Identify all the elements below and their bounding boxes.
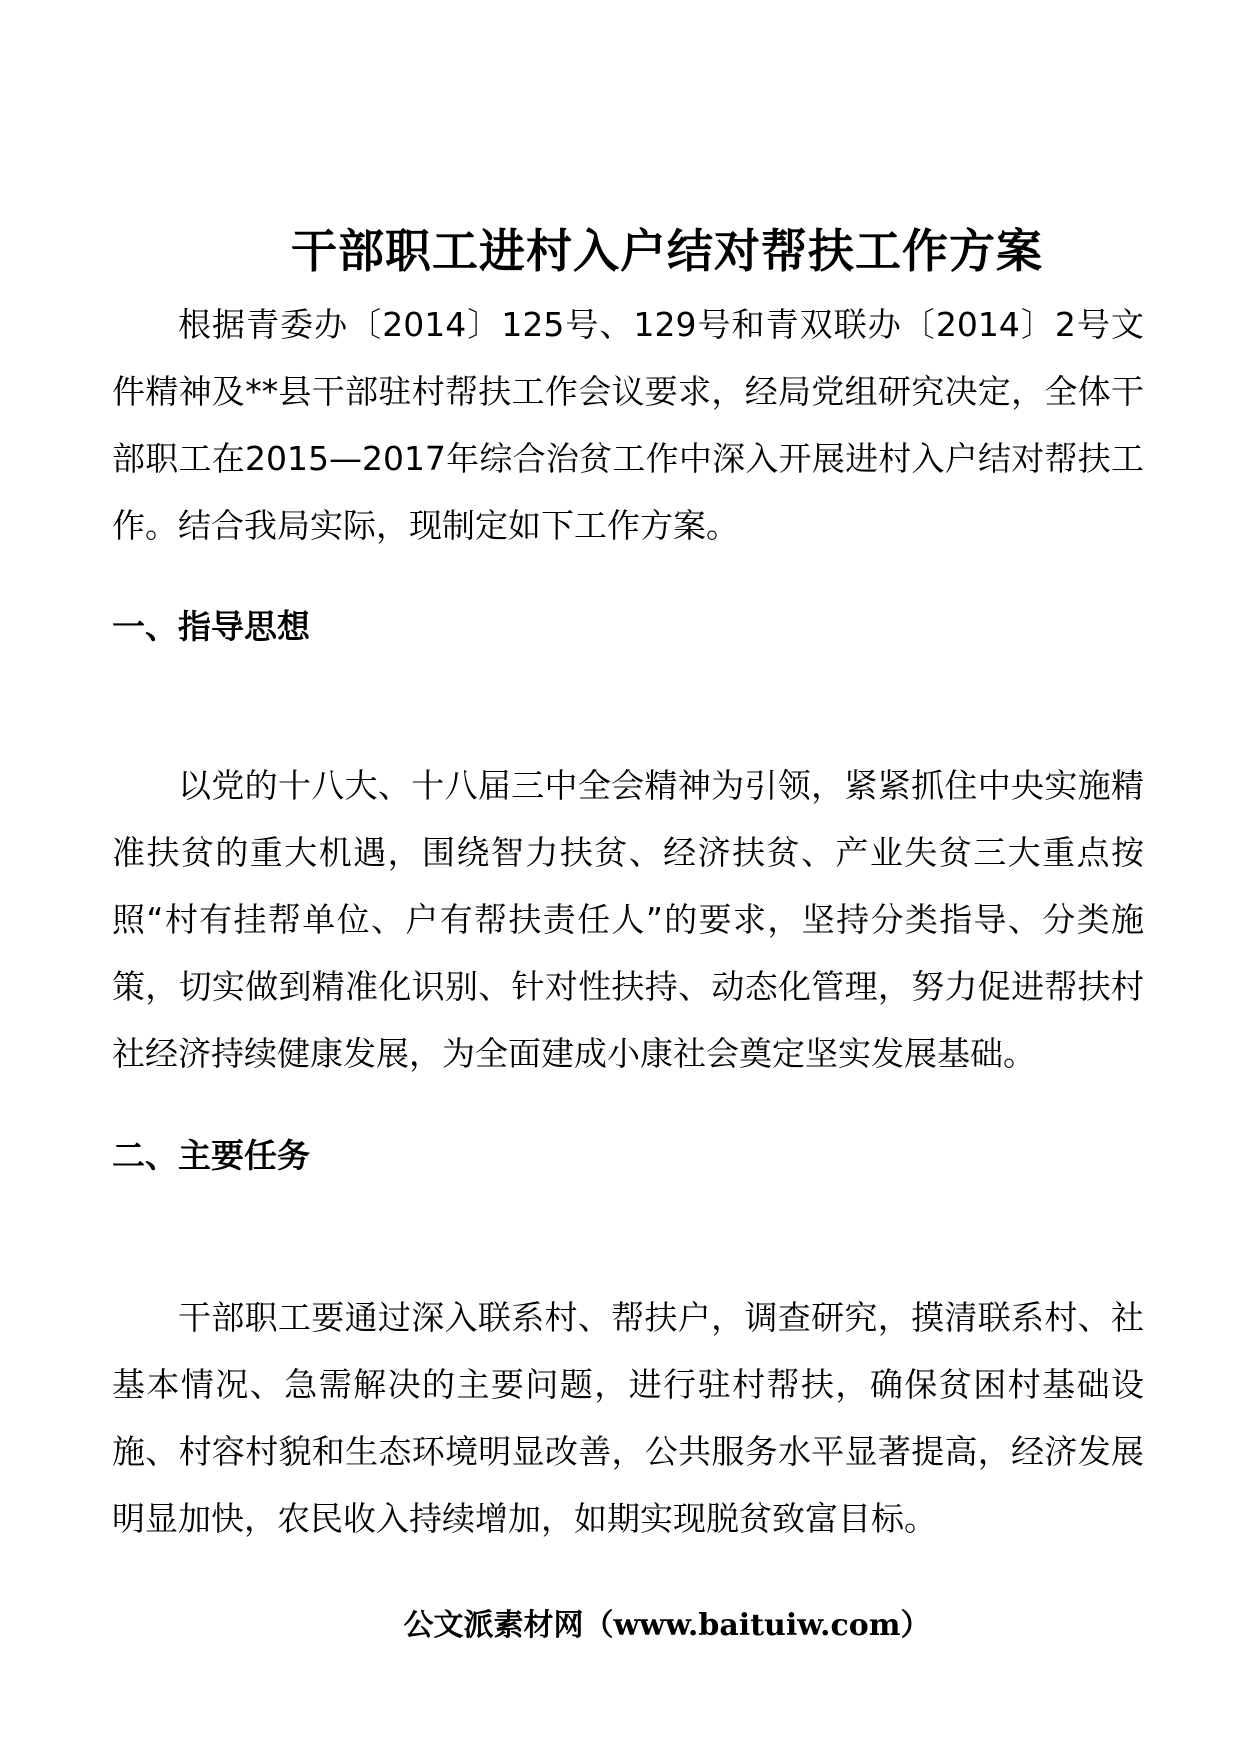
section-body-main-tasks: 干部职工要通过深入联系村、帮扶户，调查研究，摸清联系村、社基本情况、急需解决的主要问题，进行驻村帮扶，确保贫困村基础设施、村容村貌和生态环境明显改善，公共服务水平显著提高，经济发展明显加快，农民收入持续增加，如期实现脱贫致富目标。 (112, 1298, 1144, 1538)
document-title: 干部职工进村入户结对帮扶工作方案 (291, 223, 1043, 278)
section-heading-main-tasks: 二、主要任务 (112, 1136, 310, 1175)
footer-watermark-text: 公文派素材网（www.baituiw.com） (403, 1608, 931, 1643)
intro-paragraph: 根据青委办〔2014〕125号、129号和青双联办〔2014〕2号文件精神及**县干部驻村帮扶工作会议要求，经局党组研究决定，全体干部职工在2015—2017年综合治贫工作中深入开展进村入户结对帮扶工作。结合我局实际，现制定如下工作方案。 (112, 305, 1144, 545)
section-body-guiding-ideology: 以党的十八大、十八届三中全会精神为引领，紧紧抓住中央实施精准扶贫的重大机遇，围绕智力扶贫、经济扶贫、产业失贫三大重点按照“村有挂帮单位、户有帮扶责任人”的要求，坚持分类指导、分类施策，切实做到精准化识别、针对性扶持、动态化管理，努力促进帮扶村社经济持续健康发展，为全面建成小康社会奠定坚实发展基础。 (112, 766, 1144, 1073)
section-heading-guiding-ideology: 一、指导思想 (112, 607, 310, 646)
